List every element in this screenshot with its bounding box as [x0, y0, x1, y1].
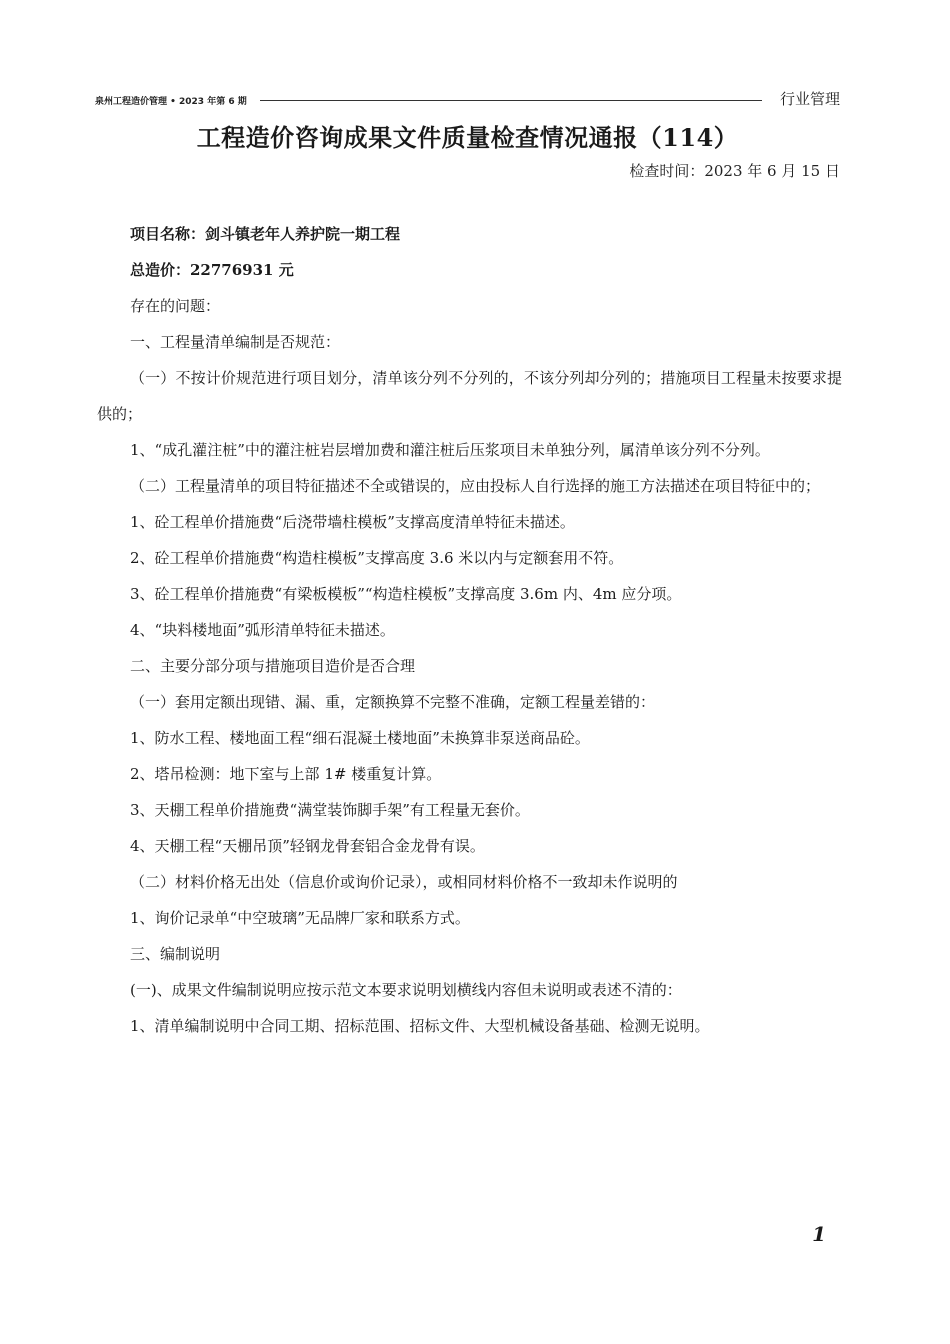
header-rule — [260, 100, 762, 101]
issue-item: 1、“成孔灌注桩”中的灌注桩岩层增加费和灌注桩后压浆项目未单独分列，属清单该分列不分列。 — [130, 441, 770, 459]
issue-item: 1、砼工程单价措施费“后浇带墙柱模板”支撑高度清单特征未描述。 — [130, 513, 575, 531]
subsection-heading: （一）套用定额出现错、漏、重，定额换算不完整不准确，定额工程量差错的： — [130, 693, 656, 711]
issue-item: 2、塔吊检测：地下室与上部 1# 楼重复计算。 — [130, 765, 442, 783]
total-cost: 总造价：22776931 元 — [130, 261, 294, 279]
issue-item: 1、清单编制说明中合同工期、招标范围、招标文件、大型机械设备基础、检测无说明。 — [130, 1017, 710, 1035]
section-label: 行业管理 — [779, 90, 840, 108]
issues-heading: 存在的问题： — [130, 297, 221, 315]
section-heading: 一、工程量清单编制是否规范： — [130, 333, 341, 351]
subsection-heading: (一)、成果文件编制说明应按示范文本要求说明划横线内容但未说明或表述不清的： — [130, 981, 682, 999]
issue-item: 1、防水工程、楼地面工程“细石混凝土楼地面”未换算非泵送商品砼。 — [130, 729, 590, 747]
issue-item: 4、天棚工程“天棚吊顶”轻钢龙骨套铝合金龙骨有误。 — [130, 837, 485, 855]
journal-issue: 泉州工程造价管理 • 2023 年第 6 期 — [95, 97, 247, 107]
running-header — [95, 88, 840, 110]
document-title: 工程造价咨询成果文件质量检查情况通报（114） — [196, 123, 739, 152]
page-number: 1 — [812, 1222, 826, 1246]
subsection-heading: （二）材料价格无出处（信息价或询价记录），或相同材料价格不一致却未作说明的 — [130, 873, 678, 891]
issue-item: 4、“块料楼地面”弧形清单特征未描述。 — [130, 621, 395, 639]
subsection-heading: （二）工程量清单的项目特征描述不全或错误的，应由投标人自行选择的施工方法描述在项目特征中的； — [130, 477, 821, 495]
issue-item: 3、天棚工程单价措施费“满堂装饰脚手架”有工程量无套价。 — [130, 801, 530, 819]
project-name: 项目名称：剑斗镇老年人养护院一期工程 — [130, 225, 401, 243]
issue-item: 3、砼工程单价措施费“有梁板模板”“构造柱模板”支撑高度 3.6m 内、4m 应分项。 — [130, 585, 682, 603]
issue-item: 1、询价记录单“中空玻璃”无品牌厂家和联系方式。 — [130, 909, 470, 927]
subsection-heading: （一）不按计价规范进行项目划分，清单该分列不分列的，不该分列却分列的；措施项目工程量未按要求提供的； — [97, 369, 842, 423]
issue-item: 2、砼工程单价措施费“构造柱模板”支撑高度 3.6 米以内与定额套用不符。 — [130, 549, 624, 567]
section-heading: 三、编制说明 — [130, 945, 221, 963]
section-heading: 二、主要分部分项与措施项目造价是否合理 — [130, 657, 416, 675]
inspection-date: 检查时间：2023 年 6 月 15 日 — [629, 162, 840, 180]
document-body — [97, 216, 842, 1044]
